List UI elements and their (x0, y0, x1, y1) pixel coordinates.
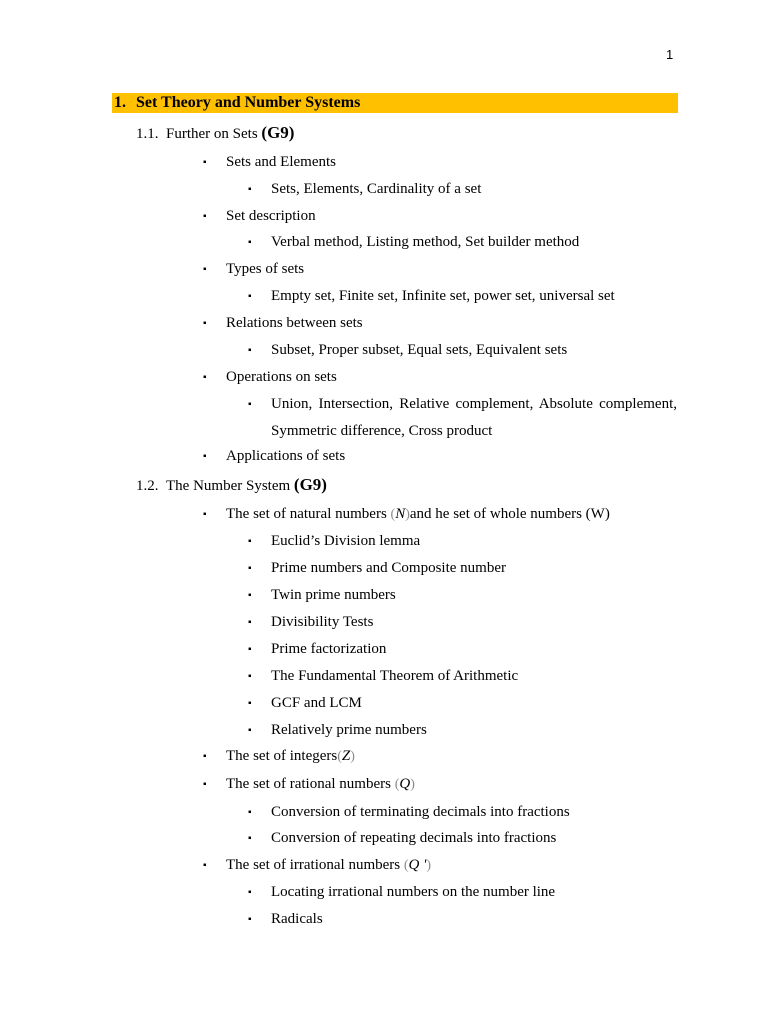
bullet-icon: ▪ (248, 184, 252, 195)
bullet-icon: ▪ (203, 318, 207, 329)
section-heading (136, 123, 294, 144)
bullet-icon: ▪ (248, 833, 252, 844)
list-item (203, 152, 336, 173)
list-item-text: and he set of whole numbers (W) (409, 506, 610, 522)
bullet-icon: ▪ (203, 860, 207, 871)
sub-list-item-text: Prime numbers and Composite number (271, 560, 506, 576)
sub-list-item-text: Subset, Proper subset, Equal sets, Equivalent sets (271, 342, 568, 358)
list-item-text: Relations between sets (226, 315, 363, 331)
sub-list-item-text: The Fundamental Theorem of Arithmetic (271, 668, 519, 684)
sub-list-item (248, 179, 481, 200)
bullet-icon: ▪ (203, 751, 207, 762)
bullet-icon: ▪ (248, 563, 252, 574)
list-item-text: Set description (226, 208, 316, 224)
sub-list-item-text: Sets, Elements, Cardinality of a set (271, 181, 482, 197)
bullet-icon: ▪ (248, 644, 252, 655)
list-item-text: The set of irrational numbers (226, 857, 404, 873)
section-number: 1.2. (136, 478, 159, 494)
list-item (203, 774, 415, 795)
sub-list-item (248, 612, 373, 633)
page-number: 1 (666, 47, 674, 62)
sub-list-item-text: Twin prime numbers (271, 587, 396, 603)
sub-list-item (248, 232, 579, 253)
list-item (203, 313, 363, 334)
paren-left: ( (337, 749, 342, 764)
list-item (203, 504, 610, 525)
sub-list-item (248, 286, 615, 307)
sub-list-item (248, 585, 396, 606)
list-item-text: The set of rational numbers (226, 776, 395, 792)
list-item-text: Types of sets (226, 261, 305, 277)
sub-list-item (248, 693, 362, 714)
sub-list-item (248, 394, 677, 415)
bullet-icon: ▪ (248, 807, 252, 818)
bullet-icon: ▪ (248, 725, 252, 736)
sub-list-item-text: Conversion of repeating decimals into fractions (271, 830, 557, 846)
sub-list-item-text: Verbal method, Listing method, Set builder method (271, 234, 580, 250)
bullet-icon: ▪ (203, 157, 207, 168)
sub-list-item (248, 802, 570, 823)
paren-right: ) (426, 858, 432, 873)
list-item-text: The set of natural numbers (226, 506, 391, 522)
sub-list-item (248, 882, 555, 903)
grade-tag: (G9) (261, 123, 295, 142)
list-item (203, 446, 345, 467)
bullet-icon: ▪ (203, 264, 207, 275)
bullet-icon: ▪ (203, 211, 207, 222)
sub-list-item (248, 639, 386, 660)
paren-left: ( (394, 777, 400, 792)
bullet-icon: ▪ (203, 509, 207, 520)
bullet-icon: ▪ (248, 914, 252, 925)
bullet-icon: ▪ (248, 291, 252, 302)
section-number: 1.1. (136, 126, 159, 142)
bullet-icon: ▪ (248, 536, 252, 547)
sub-list-item-text: Divisibility Tests (271, 614, 374, 630)
sub-list-item-text: Conversion of terminating decimals into fractions (271, 804, 570, 820)
chapter-number: 1. (114, 94, 126, 111)
bullet-icon: ▪ (248, 590, 252, 601)
paren-right: ) (350, 749, 355, 764)
section-title: Further on Sets (166, 126, 258, 142)
list-item-text: Applications of sets (226, 448, 346, 464)
bullet-icon: ▪ (203, 372, 207, 383)
bullet-icon: ▪ (203, 451, 207, 462)
sub-list-item-text: Relatively prime numbers (271, 722, 427, 738)
bullet-icon: ▪ (248, 617, 252, 628)
math-symbol: Q ' (408, 857, 427, 873)
section-title: The Number System (166, 478, 291, 494)
sub-list-item-text: Euclid’s Division lemma (271, 533, 421, 549)
sub-list-item (248, 909, 323, 930)
list-item (203, 855, 431, 876)
bullet-icon: ▪ (203, 779, 207, 790)
bullet-icon: ▪ (248, 671, 252, 682)
bullet-icon: ▪ (248, 345, 252, 356)
chapter-heading (112, 93, 678, 113)
chapter-title: Set Theory and Number Systems (136, 94, 361, 111)
bullet-icon: ▪ (248, 399, 252, 410)
sub-list-item-text: Empty set, Finite set, Infinite set, power set, universal set (271, 288, 615, 304)
sub-list-item-continuation: Symmetric difference, Cross product (271, 423, 493, 439)
sub-list-item-text: Locating irrational numbers on the number line (271, 884, 556, 900)
paren-right: ) (410, 777, 415, 792)
list-item-text: The set of integers (226, 748, 338, 764)
sub-list-item (248, 828, 556, 849)
math-symbol: Z (341, 748, 351, 764)
sub-list-item (248, 558, 506, 579)
section-heading (136, 475, 327, 496)
sub-list-item (248, 531, 420, 552)
sub-list-item (248, 340, 567, 361)
sub-list-item-text: GCF and LCM (271, 695, 362, 711)
grade-tag: (G9) (293, 475, 327, 494)
sub-list-item (248, 666, 518, 687)
sub-list-item-text: Union, Intersection, Relative complement, Absolute complement, (271, 396, 677, 412)
list-item (203, 746, 355, 767)
list-item (203, 259, 304, 280)
paren-left: ( (390, 507, 396, 522)
math-symbol: Q (399, 776, 411, 792)
sub-list-item (248, 720, 427, 741)
list-item (203, 206, 316, 227)
list-item-text: Sets and Elements (226, 154, 336, 170)
list-item-text: Operations on sets (226, 369, 337, 385)
list-item (203, 367, 337, 388)
math-symbol: N (395, 506, 406, 522)
sub-list-item-text: Radicals (271, 911, 323, 927)
paren-left: ( (403, 858, 409, 873)
sub-list-item-text: Prime factorization (271, 641, 387, 657)
bullet-icon: ▪ (248, 698, 252, 709)
bullet-icon: ▪ (248, 237, 252, 248)
bullet-icon: ▪ (248, 887, 252, 898)
paren-right: ) (405, 507, 410, 522)
